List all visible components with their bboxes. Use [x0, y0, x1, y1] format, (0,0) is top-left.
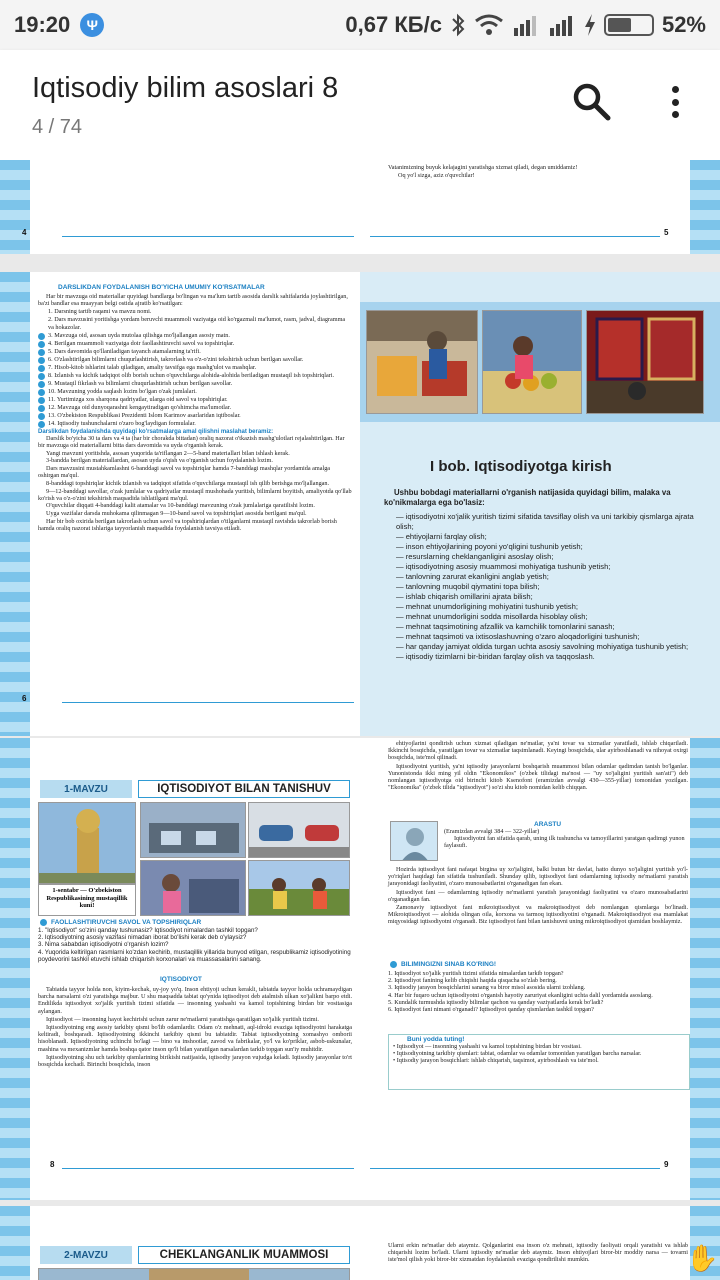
text-line: 4. Har bir fuqaro uchun iqtisodiyotni o'rganish hayotiy zaruriyat ekanligini uchta dalil yordamida asoslang. — [388, 991, 653, 999]
text-line: 2. Iqtisodiyot fanining kelib chiqishi haqida qisqacha so'zlab bering. — [388, 977, 557, 985]
list-item-text: 5. Dars davomida qo'llaniladigan tayanch atamalarning ta'rifi. — [48, 347, 201, 355]
list-item — [38, 388, 352, 396]
list-item — [38, 340, 352, 348]
text-line: — har qanday jamiyat oldida turgan uchta asosiy savolning mohiyatiga tushunib yetish; — [396, 642, 689, 651]
text-line: — iqtisodiyotning asosiy muammosi mohiyatiga tushunib yetish; — [396, 562, 611, 571]
text-line: — inson ehtiyojlarining poyoni yo'qligini tushunib yetish; — [396, 542, 583, 551]
section-marker-icon — [38, 341, 45, 348]
decorative-border — [690, 160, 720, 254]
text-line: — iqtisodiy tizimlarni bir-biridan farqlay olish va taqqoslash. — [396, 652, 595, 661]
list-item — [38, 364, 352, 372]
bazaar-photo — [482, 310, 582, 414]
text-line: 5. Kundalik turmushda iqtisodiy bilimlar qachon va qanday vaziyatlarda kerak bo'ladi? — [388, 998, 604, 1006]
list-item — [38, 372, 352, 380]
section-marker-icon — [38, 421, 45, 428]
page-text: Ularni erkin ne'matlar deb ataymiz. Qolganlarini esa inson o'z mehnati, iqtisodiy faoliyati orqali yaratishi va ishlab chiqarishi lozim bo'ladi. Ularni iqtisodiy ne'matlar deb ataymiz. Inson ehtiyojlari biror-bir moddiy narsa — tovarni iste'mol qilish yoki biror-bir xizmatdan foydalanish evaziga qondirilishi mumkin. — [388, 1242, 688, 1264]
section-marker-icon — [38, 413, 45, 420]
factory-photo — [140, 802, 246, 858]
text-line: 6. Iqtisodiyot fani nimani o'rganadi? Iqtisodiyot qanday qismlardan tashkil topgan? — [388, 1006, 594, 1014]
page-number: 9 — [664, 1160, 669, 1169]
text-line: Zamonaviy iqtisodiyot fani mikroiqtisodiyot va makroiqtisodiyot deb nomlangan qismlarga bo'linadi. Mikroiqtisodiyot — alohida olingan oila, korxona va tarmoq iqtisodiyotini o'rganadi. Makroiqtisodiyot esa mamlakat miqyosidagi iqtisodiyotni o'rganadi. Biz iqtisodiyot fani bilan tanishuvni uning mikroiqtisodiyot qismidan boshlaymiz. — [388, 904, 688, 926]
page-number: 5 — [664, 228, 669, 237]
page-number: 8 — [50, 1160, 55, 1169]
topic-tag: 1-MAVZU — [40, 780, 132, 798]
chapter-intro: Ushbu bobdagi materiallarni o'rganish natijasida quyidagi bilim, malaka va ko'nikmalarga ega bo'lasiz: — [384, 488, 671, 507]
page-number: 4 — [22, 228, 27, 237]
text-line: — ishlab chiqarish omillarini ajrata bilish; — [396, 592, 533, 601]
list-item-text: 10. Mavzuning yodda saqlash lozim bo'lgan o'zak jumlalari. — [48, 387, 197, 395]
aristotle-description: Iqtisodiyotni fan sifatida qarab, uning ilk tushuncha va tamoyillarini yaratgan qadimgi yunon faylasufi. — [444, 835, 685, 850]
page-rule — [62, 1168, 354, 1169]
status-time: 19:20 — [14, 12, 71, 37]
decorative-border — [0, 160, 30, 254]
wifi-icon — [474, 13, 504, 37]
photo-caption: 1-sentabr — O'zbekiston Respublikasining mustaqillik kuni! — [38, 884, 136, 916]
text-line: 3-bandda berilgan materiallardan, asosan uyda o'qish va o'rganish uchun foydalanish lozim. — [46, 457, 273, 465]
text-line: Yangi mavzuni yoritishda, asosan yuqorida ta'riflangan 2—5-band materiallari bilan ishlash kerak. — [46, 449, 290, 457]
document-viewer[interactable] — [0, 160, 720, 1280]
independence-monument-photo — [38, 802, 136, 884]
aristotle-name: ARASTU — [534, 821, 562, 828]
list-item-text: 1. Darsning tartib raqami va mavzu nomi. — [48, 308, 152, 316]
section-marker-icon — [38, 365, 45, 372]
page-rule — [62, 702, 354, 703]
text-line: Iqtisodiyot — insonning hayot kechirishi uchun zarur ne'matlarni yaratishga qaratilgan xo'jalik yuritish tizimi. — [46, 1015, 319, 1023]
signal-icon — [548, 14, 576, 36]
section-text — [38, 986, 352, 1069]
decorative-border — [0, 272, 30, 736]
page-11 — [360, 1206, 720, 1280]
text-line: — mehnat unumdorligining mohiyatini tushunib yetish; — [396, 602, 578, 611]
instruction-list — [38, 308, 352, 427]
section-marker-icon — [38, 357, 45, 364]
text-line: Har bir bob oxirida berilgan takrorlash uchun savol va topshiriqlardan o'tilganlarni mustaqil ravishda takrorlab borish hamda oraliq nazorat ishlariga tayyorlanish maqsadida foydalanish tavsiya etiladi. — [38, 517, 337, 533]
search-button[interactable] — [570, 80, 614, 124]
list-item — [38, 348, 352, 356]
bluetooth-icon — [450, 13, 466, 37]
text-line: — mehnat unumdorligini sodda misollarda hisoblay olish; — [396, 612, 588, 621]
decorative-border — [0, 738, 30, 1200]
textile-photo — [140, 860, 246, 916]
check-heading: BILIMINGIZNI SINAB KO'RING! — [401, 960, 497, 968]
intro-text: Har bir mavzuga oid materiallar quyidagi bandlarga bo'lingan va ma'lum tartib asosida darslik sahifalarida joylashtirilgan, ba'zi bandlar esa muayyan belgi ostida ajratib ko'rsatilgan: — [38, 293, 348, 308]
section-marker-icon — [38, 349, 45, 356]
page-8 — [0, 738, 360, 1200]
list-item-text: 3. Mavzuga oid, asosan uyda mutolaa qilishga mo'ljallangan asosiy matn. — [48, 331, 230, 339]
section-heading: IQTISODIYOT — [160, 976, 202, 983]
more-vert-icon[interactable] — [660, 80, 690, 124]
page-spread-4-5 — [0, 160, 720, 254]
instruction-paragraphs — [38, 435, 352, 533]
carpet-photo — [586, 310, 704, 414]
chapter-title: I bob. Iqtisodiyotga kirish — [430, 458, 612, 475]
aristotle-years: (Eramizdan avvalgi 384 — 322-yillar) — [444, 828, 540, 835]
battery-fill — [608, 18, 631, 32]
topic-tag: 2-MAVZU — [40, 1246, 132, 1264]
list-item-text: 7. Hisob-kitob ishlarini talab qiladigan, amaliy tavsifga ega mashg'ulot va mashqlar. — [48, 363, 257, 371]
remember-list — [389, 1043, 689, 1065]
text-line: 1. Iqtisodiyot xo'jalik yuritish tizimi sifatida nimalardan tarkib topgan? — [388, 970, 564, 977]
page-spread-10-11 — [0, 1206, 720, 1280]
text-line: Iqtisodiyot fani — odamlarning iqtisodiy ne'matlarni yaratish jarayonidagi faoliyatini va o'zaro munosabatlarini o'rganadigan fan. — [388, 888, 688, 903]
page-6 — [0, 272, 360, 736]
list-item-text: 6. O'zlashtirilgan bilimlarni chuqurlashtirish, takrorlash va o'z-o'zini tekshirish uchun berilgan savollar. — [48, 355, 304, 363]
battery-icon — [604, 14, 654, 36]
questions-heading-row — [40, 918, 201, 926]
text-line: — resurslarning cheklanganligini asoslay olish; — [396, 552, 554, 561]
usage-instructions — [38, 284, 352, 533]
list-item-text: 12. Mavzuga oid dunyoqarashni kengaytiradigan qo'shimcha ma'lumotlar. — [48, 403, 231, 411]
decorative-border — [690, 738, 720, 1200]
network-speed: 0,67 КБ/с — [345, 12, 442, 37]
text-line: Hozirda iqtisodiyot fani nafaqat birgina uy xo'jaligini, balki butun bir davlat, hatto dunyo xo'jaligini yuritish yo'l-yo'riqlari haqidagi fan sifatida tushuniladi. Shunday qilib, iqtisodiyot fani odamlarning iqtisodiy ne'matlarni yaratish jarayonidagi faoliyatini, o'zaro munosabatlarini o'rganadigan fan ekan. — [388, 866, 688, 888]
section-marker-icon — [38, 389, 45, 396]
text-line: 3. Iqtisodiy jarayon bosqichlarini sanang va biror misol asosida ularni izohlang. — [388, 984, 586, 992]
section-marker-icon — [38, 373, 45, 380]
page-number: 6 — [22, 694, 27, 703]
car-plant-photo — [248, 802, 350, 858]
check-questions — [388, 970, 688, 1013]
page-4 — [0, 160, 360, 254]
list-item — [38, 380, 352, 388]
text-line: • Iqtisodiyot — insonning yashashi va kamol topishining birdan bir vositasi. — [393, 1043, 582, 1050]
text-line: 1. "Iqtisodiyot" so'zini qanday tushunasiz? Iqtisodiyot nimalardan tashkil topgan? — [38, 927, 258, 934]
remember-box — [388, 1034, 690, 1090]
page-indicator: 4 / 74 — [32, 116, 83, 138]
list-item-text: 2. Dars mavzusini yoritishga yordam beruvchi muammoli vaziyatga oid ko'rgazmali ma'lumot, rasm, jadval, diagramma va hokazolar. — [48, 316, 346, 331]
topic-photos — [38, 1268, 350, 1280]
question-icon — [40, 918, 47, 926]
check-icon — [390, 960, 397, 968]
text-line: 4. Yuqorida keltirilgan rasmlarni ko'zdan kechirib, mustaqillik yillarida bunyod etilgan, respublikamiz iqtisodiyotining poydevorini tashkil etuvchi ishlab chiqarish korxonalari va muassasalarini sanang. — [38, 948, 351, 963]
touch-hand-icon: ✋ — [686, 1244, 719, 1273]
page-spread-8-9 — [0, 738, 720, 1200]
list-item-text: 11. Yurtimizga xos sharqona qadriyatlar, ularga oid savol va topshiriqlar. — [48, 395, 228, 403]
page-text — [388, 164, 688, 180]
list-item-text: 14. Iqtisodiy tushunchalarni o'zaro bog'laydigan formulalar. — [48, 419, 196, 427]
text-line: • Iqtisodiy jarayon bosqichlari: ishlab chiqarish, taqsimot, ayirboshlash va iste'mol. — [393, 1057, 599, 1065]
text-line: — mehnat taqsimotining afzallik va kamchilik tomonlarini sanash; — [396, 622, 615, 631]
status-bar — [0, 0, 720, 50]
section-marker-icon — [38, 405, 45, 412]
list-item — [38, 420, 352, 428]
question-list — [38, 927, 352, 963]
text-line: Dars mavzusini mustahkamlashni 6-banddagi savol va topshiriqlar hamda 7-banddagi mashqlar yordamida amalga oshirgan ma'qul. — [38, 464, 331, 480]
section-heading: DARSLIKDAN FOYDALANISH BO'YICHA UMUMIY KO'RSATMALAR — [58, 284, 265, 291]
aristotle-box — [444, 821, 690, 850]
text-line: O'quvchilar diqqati 4-banddagi kalit atamalar va 10-banddagi mavzuning o'zak jumlalariga qaratilishi lozim. — [46, 502, 315, 510]
text-line: 8-banddagi topshiriqlar kichik izlanish va tadqiqot sifatida o'quvchilarga mustaqil ish qilib berishga mo'ljallangan. — [46, 479, 330, 487]
document-title: Iqtisodiy bilim asoslari 8 — [32, 72, 339, 104]
topic-title: IQTISODIYOT BILAN TANISHUV — [138, 780, 350, 798]
list-item — [38, 412, 352, 420]
decorative-border — [0, 1206, 30, 1280]
search-icon — [570, 80, 614, 124]
list-item — [38, 308, 352, 316]
page-rule — [62, 236, 354, 237]
text-line: Oq yo'l sizga, aziz o'quvchilar! — [398, 172, 475, 180]
signal-icon — [512, 14, 540, 36]
section-marker-icon — [38, 381, 45, 388]
text-line: — iqtisodiyotni xo'jalik yuritish tizimi sifatida tavsiflay olish va uni tarkibiy qismlarga ajrata olish; — [396, 512, 694, 531]
page-7-chapter-intro — [360, 272, 720, 736]
check-heading-row — [390, 960, 496, 968]
list-item — [38, 404, 352, 412]
text-line: Tabiatda tayyor holda non, kiyim-kechak, uy-joy yo'q. Inson ehtiyoji uchun kerakli, tabiatda tayyor holda uchramaydigan barcha narsalarni o'zi yaratishga majbur. U shu maqsadda tabiat qo'ynida iqtisodiyot deb atalmish ulkan xo'jalikni barpo etdi. Endilikda iqtisodiyot xo'jalik yuritish tizimi sifatida — insonning yashashi va kamol topishining birdan bir vositasiga aylangan. — [38, 986, 352, 1015]
section-text — [388, 866, 688, 927]
text-line: Iqtisodiyotning shu uch tarkibiy qismlarining birikishi natijasida, iqtisodiy jarayon vujudga keladi. Iqtisodiy jarayonlar to'rt bosqichda kechadi. Birinchi bosqichda, inson — [38, 1053, 352, 1069]
text-line: — mehnat taqsimoti va ixtisoslashuvning o'zaro aloqadorligini tushunish; — [396, 632, 640, 641]
section-text — [388, 740, 688, 792]
subheading: Darslikdan foydalanishda quyidagi ko'rsatmalarga amal qilishni maslahat beramiz: — [38, 428, 274, 435]
section-marker-icon — [38, 333, 45, 340]
charging-icon — [584, 14, 596, 36]
list-item — [38, 316, 352, 331]
page-9 — [360, 738, 720, 1200]
text-line: 9—12-banddagi savollar, o'zak jumlalar va qadriyatlar mustaqil mushohada yuritish, bilimlarni boyitish, amaliyotda qo'llab ko'rish va o'z-o'zini tekshirish maqsadida ishlatilgani ma'qul. — [38, 487, 352, 502]
section-marker-icon — [38, 397, 45, 404]
app-bar — [0, 50, 720, 160]
list-item — [38, 332, 352, 340]
list-item-text: 13. O'zbekiston Respublikasi Prezidenti Islom Karimov asarlaridan iqtiboslar. — [48, 411, 241, 419]
topic-title: CHEKLANGANLIK MUAMMOSI — [138, 1246, 350, 1264]
text-line: Vatanimizning buyuk kelajagini yaratishga xizmat qiladi, degan umiddamiz! — [388, 164, 578, 171]
page-rule — [370, 236, 660, 237]
questions-heading: FAOLLASHTIRUVCHI SAVOL VA TOPSHIRIQLAR — [51, 918, 202, 926]
text-line: • Iqtisodiyotning tarkibiy qismlari: tabiat, odamlar va odamlar tomonidan yaratilgan barcha narsalar. — [393, 1050, 642, 1058]
text-line: Uyga vazifalar darsda muhokama qilinmagan 9—10-band savol va topshiriqlari asosida berilgani ma'qul. — [46, 510, 307, 518]
text-line: — tanlovning zarurat ekanligini anglab yetish; — [396, 572, 549, 581]
learning-outcomes-list — [396, 512, 712, 662]
text-line: 3. Nima sababdan iqtisodiyotni o'rganish lozim? — [38, 941, 169, 949]
market-photo — [366, 310, 478, 414]
text-line: Darslik bo'yicha 30 ta dars va 4 ta (har bir chorakda bittadan) oraliq nazorat o'tkazish mashg'ulotlari rejalashtirilgan. Har bir mavzuga oid materiallarni bitta dars davomida va uyda o'rganish kerak. — [38, 434, 345, 449]
list-item — [38, 396, 352, 404]
list-item — [38, 356, 352, 364]
remember-heading: Buni yodda tuting! — [407, 1036, 465, 1043]
text-line: Iqtisodiyotni yuritish, ya'ni iqtisodiy jarayonlarni boshqarish muammosi bilan odamlar qadimdan tanish bo'lganlar. Yunonistonda ikki ming yil oldin "Ekonomikos" (o'zbek tilidagi ma'nosi — "uy xo'jaligini yuritish san'ati") deb nomlangan iqtisodiyotga oid birinchi kitob Ksenofont (eramizdan avvalgi 430—355-yillar) tomonidan yozilgan. "Ekonomika" (o'zbek tilida "iqtisodiyot") so'zi shu kitob nomidan kelib chiqqan. — [388, 762, 688, 792]
text-line: 2. Iqtisodiyotning asosiy vazifasi nimadan iborat bo'lishi kerak deb o'ylaysiz? — [38, 934, 247, 942]
status-right — [345, 12, 706, 38]
cotton-field-photo — [248, 860, 350, 916]
page-rule — [370, 1168, 660, 1169]
page-spread-6-7 — [0, 272, 720, 736]
text-line: — ehtiyojlarni farqlay olish; — [396, 532, 487, 541]
aristotle-portrait — [390, 821, 438, 861]
text-line: Iqtisodiyotning eng asosiy tarkibiy qismi bo'lib odamlardir. Odam o'z mehnati, aql-idroki evaziga iqtisodiyotni harakatga keltiradi, boshqaradi. Iqtisodiyotning ikkinchi tarkibiy qismi bu tabiatdir. Tabiat iqtisodiyotning xomashyo omborii hisoblanadi. Iqtisodiyotning uchinchi bo'lagi — bino va inshootlar, zavod va fabrikalar, yo'l va ko'priklar, asbob-uskunalar, mashina va mexanizmlar hamda boshqa qator inson qo'li bilan yaratilgan narsalardan tarkib topgan sun'iy muhitdir. — [38, 1024, 352, 1053]
battery-percent: 52% — [661, 12, 706, 37]
list-item-text: 4. Berilgan muammoli vaziyatga doir faollashtiruvchi savol va topshiriqlar. — [48, 339, 235, 347]
page-5 — [360, 160, 720, 254]
list-item-text: 8. Izlanish va kichik tadqiqot olib borish uchun o'quvchilarga alohida-alohida beriladigan mustaqil ish topshiriqlari. — [48, 371, 335, 379]
list-item-text: 9. Mustaqil fikrlash va bilimlarni chuqurlashtirish uchun berilgan savollar. — [48, 379, 233, 387]
page-10 — [0, 1206, 360, 1280]
notification-icon: Ψ — [80, 13, 104, 37]
text-line: ehtiyojlarini qondirish uchun xizmat qiladigan ne'matlar, ya'ni tovar va xizmatlar yaratiladi, ishlab chiqariladi. Ikkinchi bosqichda, yaratilgan tovar va xizmatlar taqsimlanadi. Keyingi bosqichda, ular ayirboshlanadi va nihoyat oxirgi bosqichda, iste'mol qilinadi. — [388, 740, 688, 762]
text-line: — tanlovning muqobil qiymatini topa bilish; — [396, 582, 540, 591]
